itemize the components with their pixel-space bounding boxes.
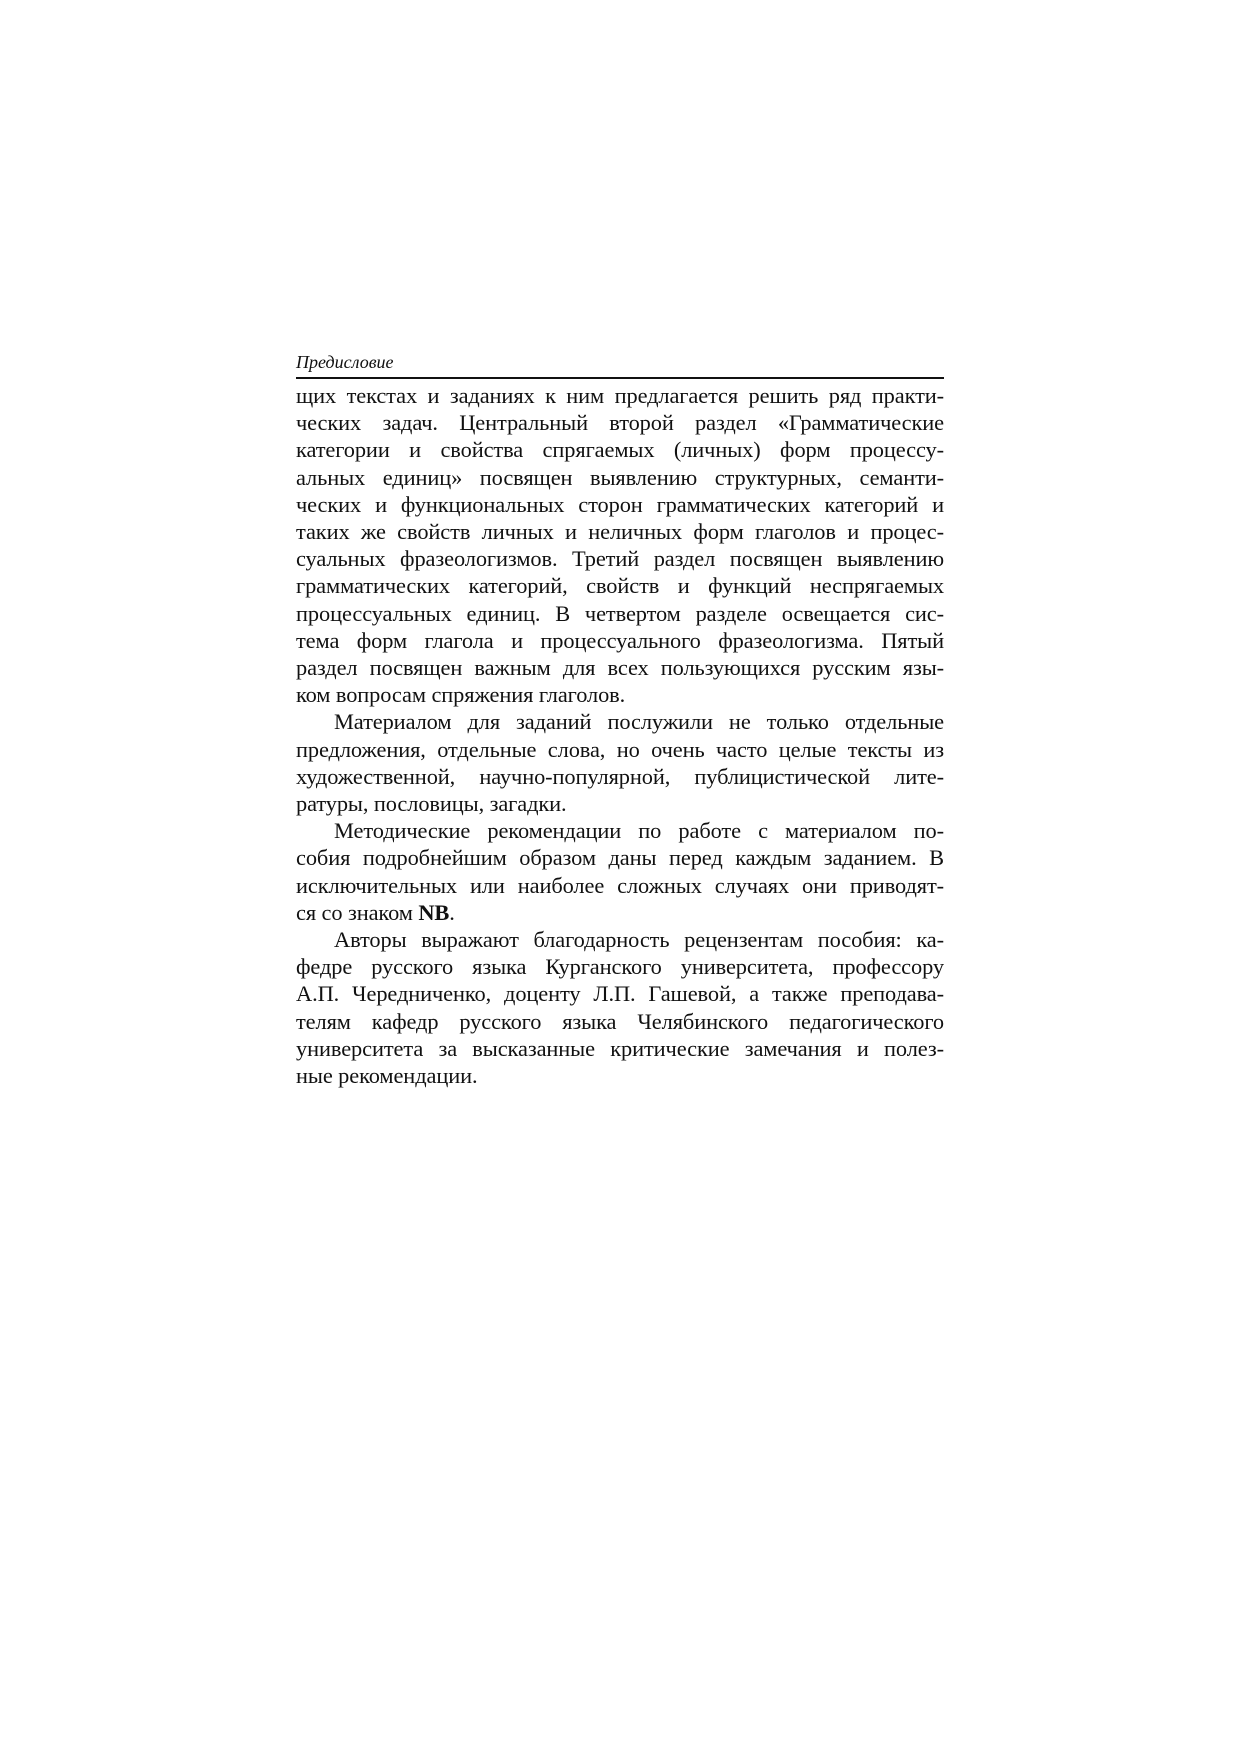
text-line: А.П. Чередниченко, доценту Л.П. Гашевой, а также преподава- (296, 981, 944, 1007)
page-content (296, 350, 944, 1089)
text-line: ратуры, пословицы, загадки. (296, 791, 567, 817)
text-line: художественной, научно-популярной, публицистической лите- (296, 763, 944, 789)
text-line: предложения, отдельные слова, но очень часто целые тексты из (296, 736, 944, 762)
paragraph-2 (296, 708, 944, 817)
text-line: исключительных или наиболее сложных случаях они приводят- (296, 872, 944, 898)
text-fragment: ся со знаком (296, 899, 419, 925)
paragraph-4 (296, 926, 944, 1089)
text-line: телям кафедр русского языка Челябинского педагогического (296, 1008, 944, 1034)
text-line-with-nb (296, 899, 944, 926)
text-line: Материалом для заданий послужили не только отдельные (334, 709, 944, 735)
text-line: ческих задач. Центральный второй раздел «Грамматические (296, 410, 944, 436)
text-line: тема форм глагола и процессуального фразеологизма. Пятый (296, 627, 944, 653)
text-line: альных единиц» посвящен выявлению структурных, семанти- (296, 464, 944, 490)
text-line: собия подробнейшим образом даны перед каждым заданием. В (296, 845, 944, 871)
text-line: категории и свойства спрягаемых (личных) форм процессу- (296, 437, 944, 463)
text-line: федре русского языка Курганского университета, профессору (296, 954, 944, 980)
text-line: процессуальных единиц. В четвертом разделе освещается сис- (296, 600, 944, 626)
text-line: университета за высказанные критические замечания и полез- (296, 1035, 944, 1061)
text-fragment: . (449, 899, 455, 925)
body-text (296, 382, 944, 1089)
text-line: таких же свойств личных и неличных форм глаголов и процес- (296, 519, 944, 545)
paragraph-3 (296, 817, 944, 926)
text-line: грамматических категорий, свойств и функций неспрягаемых (296, 573, 944, 599)
text-line: раздел посвящен важным для всех пользующихся русским язы- (296, 655, 944, 681)
paragraph-1 (296, 382, 944, 708)
text-line: Авторы выражают благодарность рецензентам пособия: ка- (334, 927, 944, 953)
text-line: ческих и функциональных сторон грамматических категорий и (296, 491, 944, 517)
text-line: ные рекомендации. (296, 1063, 478, 1089)
text-line: щих текстах и заданиях к ним предлагается решить ряд практи- (296, 383, 944, 408)
running-header: Предисловие (296, 350, 944, 379)
text-line: Методические рекомендации по работе с материалом по- (334, 818, 944, 844)
nb-mark: NB (418, 899, 450, 925)
text-line: суальных фразеологизмов. Третий раздел посвящен выявлению (296, 546, 944, 572)
text-line: ком вопросам спряжения глаголов. (296, 682, 626, 708)
